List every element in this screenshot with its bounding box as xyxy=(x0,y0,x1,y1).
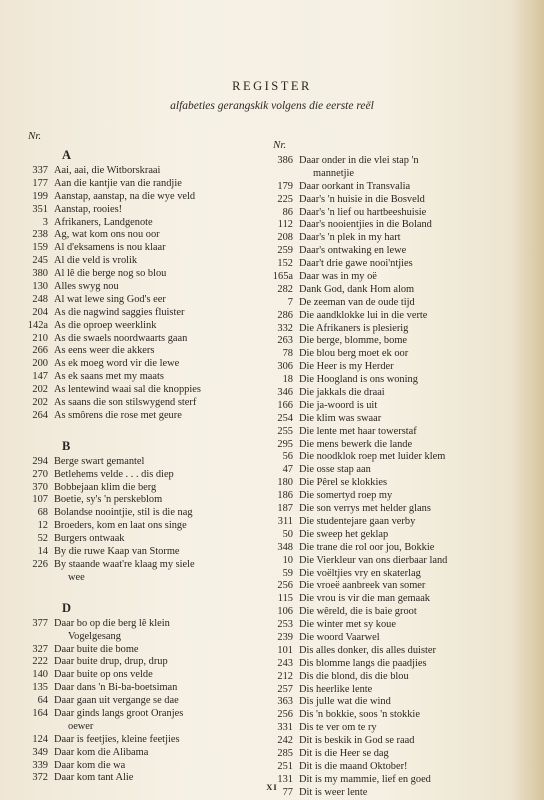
nr-label-right: Nr. xyxy=(273,139,287,151)
entry-title: As saans die son stilswygend sterf xyxy=(54,397,197,409)
index-entry xyxy=(18,456,258,469)
section-a-list xyxy=(18,165,258,423)
entry-number: 106 xyxy=(277,606,293,618)
nr-label: Nr. xyxy=(28,130,42,142)
entry-continuation: oewer xyxy=(68,720,94,732)
entry-number: 180 xyxy=(277,477,293,489)
entry-number: 380 xyxy=(32,268,48,280)
entry-number: 339 xyxy=(32,759,48,771)
entry-title: Daar's 'n plek in my hart xyxy=(299,232,401,244)
entry-number: 147 xyxy=(32,371,48,383)
entry-number: 12 xyxy=(37,520,48,532)
index-entry xyxy=(263,529,525,542)
entry-number: 164 xyxy=(32,707,48,719)
entry-number: 327 xyxy=(32,643,48,655)
index-entry xyxy=(263,735,525,748)
entry-number: 7 xyxy=(287,296,293,308)
entry-number: 101 xyxy=(277,644,293,656)
index-entry xyxy=(263,516,525,529)
index-entry xyxy=(263,503,525,516)
index-entry xyxy=(263,335,525,348)
entry-number: 349 xyxy=(32,746,48,758)
index-entry xyxy=(263,645,525,658)
entry-number: 286 xyxy=(277,309,293,321)
index-entry xyxy=(18,345,258,358)
entry-number: 68 xyxy=(37,507,48,519)
section-b-list xyxy=(18,456,258,585)
entry-number: 239 xyxy=(277,631,293,643)
entry-number: 130 xyxy=(32,281,48,293)
section-letter-b: B xyxy=(62,438,71,453)
index-entry xyxy=(263,258,525,271)
index-entry xyxy=(18,695,258,708)
entry-number: 270 xyxy=(32,468,48,480)
entry-title: As die oproep weerklink xyxy=(54,319,157,331)
index-entry xyxy=(18,533,258,546)
entry-title: Daar onder in die vlei stap 'n xyxy=(299,155,419,166)
entry-number: 50 xyxy=(282,528,293,540)
index-entry xyxy=(18,281,258,294)
entry-number: 370 xyxy=(32,481,48,493)
entry-title: Die winter met sy koue xyxy=(299,619,396,631)
left-column xyxy=(18,127,258,785)
index-entry xyxy=(263,606,525,619)
entry-title: Die blou berg moet ek oor xyxy=(299,348,409,360)
entry-title: Die osse stap aan xyxy=(299,464,371,476)
entry-number: 372 xyxy=(32,772,48,784)
entry-title: Die Afrikaners is plesierig xyxy=(299,322,409,334)
entry-number: 186 xyxy=(277,490,293,502)
entry-title: Aan die kantjie van die randjie xyxy=(54,177,182,189)
index-entry xyxy=(18,320,258,333)
entry-title: Die ja-woord is uit xyxy=(299,399,378,411)
entry-title: Die lente met haar towerstaf xyxy=(299,425,417,437)
index-entry xyxy=(18,747,258,760)
index-entry xyxy=(18,708,258,721)
index-entry xyxy=(263,555,525,568)
entry-title: Daar ginds langs groot Oranjes xyxy=(54,707,184,719)
entry-title: Daar's 'n huisie in die Bosveld xyxy=(299,193,425,205)
entry-continuation: wee xyxy=(68,571,85,583)
entry-number: 179 xyxy=(277,180,293,192)
entry-title: Daar gaan uit vergange se dae xyxy=(54,695,179,707)
entry-number: 332 xyxy=(277,322,293,334)
index-entry xyxy=(18,333,258,346)
entry-title: By die ruwe Kaap van Storme xyxy=(54,546,180,558)
entry-title: Die somertyd roep my xyxy=(299,490,393,502)
index-entry xyxy=(18,268,258,281)
index-entry xyxy=(18,656,258,669)
index-entry xyxy=(263,684,525,697)
entry-number: 14 xyxy=(37,546,48,558)
entry-number: 210 xyxy=(32,332,48,344)
index-entry xyxy=(263,361,525,374)
entry-title: Aanstap, rooies! xyxy=(54,203,123,215)
entry-title: Dit is my mammie, lief en goed xyxy=(299,773,431,785)
entry-title: Bolandse noointjie, stil is die nag xyxy=(54,507,193,519)
entry-title: Die mens bewerk die lande xyxy=(299,438,413,450)
entry-title: Dis julle wat die wind xyxy=(299,696,391,708)
entry-title: As ek saans met my maats xyxy=(54,371,164,383)
entry-number: 242 xyxy=(277,735,293,747)
entry-number: 10 xyxy=(282,554,293,566)
index-entry xyxy=(263,671,525,684)
index-entry xyxy=(18,358,258,371)
index-entry xyxy=(263,709,525,722)
entry-number: 199 xyxy=(32,190,48,202)
section-d-list xyxy=(18,618,258,786)
entry-title: De zeeman van de oude tijd xyxy=(299,296,415,308)
index-entry xyxy=(263,619,525,632)
index-entry xyxy=(18,734,258,747)
entry-title: Dit is beskik in God se raad xyxy=(299,735,415,747)
entry-title: Daar buite op ons velde xyxy=(54,669,153,681)
page-subtitle: alfabeties gerangskik volgens die eerste reël xyxy=(170,100,374,112)
entry-number: 202 xyxy=(32,397,48,409)
entry-number: 77 xyxy=(282,786,293,798)
entry-title: Daar kom die Alibama xyxy=(54,746,149,758)
index-entry xyxy=(18,546,258,559)
index-entry xyxy=(263,426,525,439)
entry-title: Al lê die berge nog so blou xyxy=(54,268,167,280)
entry-title: Daar's 'n lief ou hartbeeshuisie xyxy=(299,206,427,218)
entry-continuation: Vogelgesang xyxy=(68,630,121,642)
entry-title: Daar is feetjies, kleine feetjies xyxy=(54,733,180,745)
entry-title: Dis heerlike lente xyxy=(299,683,373,695)
entry-title: By staande waat're klaag my siele xyxy=(54,558,195,570)
entry-number: 166 xyxy=(277,399,293,411)
index-entry xyxy=(18,178,258,191)
entry-title: As smôrens die rose met geure xyxy=(54,409,182,421)
entry-number: 331 xyxy=(277,722,293,734)
index-entry xyxy=(263,632,525,645)
index-entry xyxy=(263,400,525,413)
index-entry xyxy=(18,507,258,520)
index-entry xyxy=(18,482,258,495)
entry-number: 238 xyxy=(32,229,48,241)
entry-number: 200 xyxy=(32,358,48,370)
entry-title: Die trane die rol oor jou, Bokkie xyxy=(299,541,435,553)
entry-number: 254 xyxy=(277,412,293,424)
entry-title: Betlehems velde . . . dis diep xyxy=(54,468,174,480)
entry-title: Dit is weer lente xyxy=(299,786,368,798)
index-entry xyxy=(263,245,525,258)
right-list xyxy=(263,155,525,800)
entry-number: 263 xyxy=(277,335,293,347)
index-entry xyxy=(263,207,525,220)
entry-title: Daar't drie gawe nooi'ntjies xyxy=(299,258,413,270)
index-entry xyxy=(263,761,525,774)
entry-number: 59 xyxy=(282,567,293,579)
entry-continuation: mannetjie xyxy=(313,167,354,179)
entry-title: Die woord Vaarwel xyxy=(299,631,380,643)
entry-number: 266 xyxy=(32,345,48,357)
index-entry xyxy=(263,580,525,593)
entry-number: 222 xyxy=(32,656,48,668)
entry-title: Die Pêrel se klokkies xyxy=(299,477,388,489)
entry-title: Die jakkals die draai xyxy=(299,387,385,399)
index-entry xyxy=(18,217,258,230)
entry-number: 245 xyxy=(32,255,48,267)
entry-title: Dis die blond, dis die blou xyxy=(299,670,409,682)
entry-title: Die wêreld, die is baie groot xyxy=(299,606,417,618)
index-entry xyxy=(263,464,525,477)
entry-number: 64 xyxy=(37,695,48,707)
index-entry xyxy=(18,229,258,242)
entry-title: Dis alles donker, dis alles duister xyxy=(299,644,436,656)
entry-title: As lentewind waai sal die knoppies xyxy=(54,384,201,396)
entry-title: Die Vierkleur van ons dierbaar land xyxy=(299,554,448,566)
index-entry xyxy=(263,490,525,503)
index-entry xyxy=(18,410,258,423)
index-entry xyxy=(18,397,258,410)
entry-title: Alles swyg nou xyxy=(54,281,119,293)
entry-title: Afrikaners, Landgenote xyxy=(54,216,153,228)
index-entry xyxy=(263,722,525,735)
entry-title: As ek moeg word vir die lewe xyxy=(54,358,180,370)
entry-title: Daar kom die wa xyxy=(54,759,126,771)
entry-number: 243 xyxy=(277,657,293,669)
index-entry xyxy=(18,644,258,657)
entry-title: Die voëltjies vry en skaterlag xyxy=(299,567,421,579)
index-entry xyxy=(263,284,525,297)
entry-number: 256 xyxy=(277,709,293,721)
entry-title: Dit is die maand Oktober! xyxy=(299,760,408,772)
entry-number: 18 xyxy=(282,374,293,386)
entry-number: 208 xyxy=(277,232,293,244)
entry-title: Die Heer is my Herder xyxy=(299,361,394,373)
index-entry xyxy=(263,232,525,245)
index-entry xyxy=(263,387,525,400)
index-entry xyxy=(263,323,525,336)
entry-number: 177 xyxy=(32,177,48,189)
index-entry xyxy=(263,219,525,232)
entry-number: 47 xyxy=(282,464,293,476)
index-entry xyxy=(263,413,525,426)
entry-title: Daar bo op die berg lê klein xyxy=(54,617,170,629)
entry-title: As eens weer die akkers xyxy=(54,345,155,357)
entry-title: Aanstap, aanstap, na die wye veld xyxy=(54,190,196,202)
entry-title: Burgers ontwaak xyxy=(54,533,125,545)
entry-number: 311 xyxy=(277,515,293,527)
entry-number: 251 xyxy=(277,760,293,772)
page-title: REGISTER xyxy=(232,79,312,93)
entry-title: Die sweep het geklap xyxy=(299,528,389,540)
entry-number: 112 xyxy=(277,219,293,231)
entry-title: Daar dans 'n Bi-ba-boetsiman xyxy=(54,682,178,694)
entry-title: Daar buite die bome xyxy=(54,643,139,655)
index-entry xyxy=(263,658,525,671)
entry-number: 337 xyxy=(32,165,48,176)
entry-number: 363 xyxy=(277,696,293,708)
entry-title: Die Hoogland is ons woning xyxy=(299,374,418,386)
entry-title: Al wat lewe sing God's eer xyxy=(54,293,166,305)
entry-title: Daar's ontwaking en lewe xyxy=(299,245,407,257)
entry-title: Dis te ver om te ry xyxy=(299,722,377,734)
entry-number: 259 xyxy=(277,245,293,257)
index-entry xyxy=(263,542,525,555)
index-entry xyxy=(18,469,258,482)
entry-title: Die vrou is vir die man gemaak xyxy=(299,593,430,605)
entry-number: 124 xyxy=(32,733,48,745)
index-entry xyxy=(18,760,258,773)
entry-number: 255 xyxy=(277,425,293,437)
entry-title: Daar buite drup, drup, drup xyxy=(54,656,168,668)
index-entry xyxy=(18,618,258,631)
entry-number: 225 xyxy=(277,193,293,205)
entry-title: Die noodklok roep met luider klem xyxy=(299,451,446,463)
entry-title: Die klim was swaar xyxy=(299,412,382,424)
entry-number: 226 xyxy=(32,558,48,570)
index-entry xyxy=(263,568,525,581)
entry-title: Daar oorkant in Transvalia xyxy=(299,180,411,192)
entry-number: 282 xyxy=(277,283,293,295)
entry-number: 285 xyxy=(277,747,293,759)
entry-title: Al d'eksamens is nou klaar xyxy=(54,242,166,254)
entry-title: Broeders, kom en laat ons singe xyxy=(54,520,187,532)
index-entry xyxy=(18,294,258,307)
index-entry xyxy=(263,271,525,284)
entry-title: Daar was in my oë xyxy=(299,271,377,283)
index-entry xyxy=(18,191,258,204)
entry-number: 86 xyxy=(282,206,293,218)
section-letter-d: D xyxy=(62,600,72,615)
index-entry xyxy=(263,310,525,323)
index-entry xyxy=(263,451,525,464)
entry-title: Berge swart gemantel xyxy=(54,455,145,467)
entry-number: 294 xyxy=(32,455,48,467)
entry-number: 115 xyxy=(277,593,293,605)
index-entry xyxy=(18,682,258,695)
entry-title: Daar kom tant Alie xyxy=(54,772,134,784)
index-entry xyxy=(18,494,258,507)
entry-number: 348 xyxy=(277,541,293,553)
index-entry xyxy=(263,155,525,168)
right-column xyxy=(263,136,525,800)
index-entry xyxy=(263,194,525,207)
entry-number: 159 xyxy=(32,242,48,254)
index-entry xyxy=(18,165,258,178)
entry-number: 264 xyxy=(32,409,48,421)
entry-number: 142a xyxy=(27,319,48,331)
entry-number: 351 xyxy=(32,203,48,215)
entry-number: 212 xyxy=(277,670,293,682)
entry-number: 253 xyxy=(277,619,293,631)
entry-title: Daar's nooientjies in die Boland xyxy=(299,219,432,231)
entry-number: 257 xyxy=(277,683,293,695)
index-entry xyxy=(18,242,258,255)
entry-title: Die vroeë aanbreek van somer xyxy=(299,580,426,592)
entry-number: 3 xyxy=(42,216,48,228)
index-entry xyxy=(18,255,258,268)
index-entry xyxy=(263,477,525,490)
entry-title: Die berge, blomme, bome xyxy=(299,335,408,347)
entry-number: 256 xyxy=(277,580,293,592)
index-entry xyxy=(263,593,525,606)
entry-number: 295 xyxy=(277,438,293,450)
entry-number: 56 xyxy=(282,451,293,463)
entry-title: Dank God, dank Hom alom xyxy=(299,283,415,295)
entry-title: Dis 'n bokkie, soos 'n stokkie xyxy=(299,709,420,721)
index-entry xyxy=(263,696,525,709)
entry-number: 346 xyxy=(277,387,293,399)
index-entry xyxy=(18,371,258,384)
entry-title: Dis blomme langs die paadjies xyxy=(299,657,427,669)
section-letter-a: A xyxy=(62,148,72,162)
entry-number: 152 xyxy=(277,258,293,270)
entry-title: As die swaels noordwaarts gaan xyxy=(54,332,188,344)
entry-number: 107 xyxy=(32,494,48,506)
entry-number: 52 xyxy=(37,533,48,545)
entry-number: 78 xyxy=(282,348,293,360)
index-entry xyxy=(18,669,258,682)
page-number: XI xyxy=(266,782,278,792)
entry-number: 135 xyxy=(32,682,48,694)
index-entry xyxy=(18,307,258,320)
index-entry xyxy=(18,559,258,572)
entry-number: 306 xyxy=(277,361,293,373)
entry-title: Die son verrys met helder glans xyxy=(299,503,431,515)
index-entry xyxy=(18,384,258,397)
entry-number: 131 xyxy=(277,773,293,785)
entry-title: Aai, aai, die Witborskraai xyxy=(54,165,161,176)
index-entry xyxy=(18,520,258,533)
entry-number: 204 xyxy=(32,306,48,318)
entry-number: 202 xyxy=(32,384,48,396)
entry-title: Ag, wat kom ons nou oor xyxy=(54,229,160,241)
entry-number: 187 xyxy=(277,503,293,515)
entry-title: Boetie, sy's 'n perskeblom xyxy=(54,494,163,506)
entry-title: Bobbejaan klim die berg xyxy=(54,481,157,493)
entry-number: 140 xyxy=(32,669,48,681)
entry-number: 165a xyxy=(272,271,293,283)
index-entry xyxy=(18,204,258,217)
entry-title: Die aandklokke lui in die verte xyxy=(299,309,428,321)
index-entry xyxy=(263,348,525,361)
index-entry xyxy=(263,439,525,452)
entry-title: As die nagwind saggies fluister xyxy=(54,306,185,318)
index-entry xyxy=(263,297,525,310)
entry-number: 377 xyxy=(32,617,48,629)
entry-number: 386 xyxy=(277,155,293,166)
index-entry xyxy=(263,181,525,194)
entry-number: 248 xyxy=(32,293,48,305)
entry-title: Die studentejare gaan verby xyxy=(299,515,416,527)
entry-title: Dit is die Heer se dag xyxy=(299,747,389,759)
index-entry xyxy=(263,374,525,387)
entry-title: Al die veld is vrolik xyxy=(54,255,138,267)
index-entry xyxy=(263,748,525,761)
